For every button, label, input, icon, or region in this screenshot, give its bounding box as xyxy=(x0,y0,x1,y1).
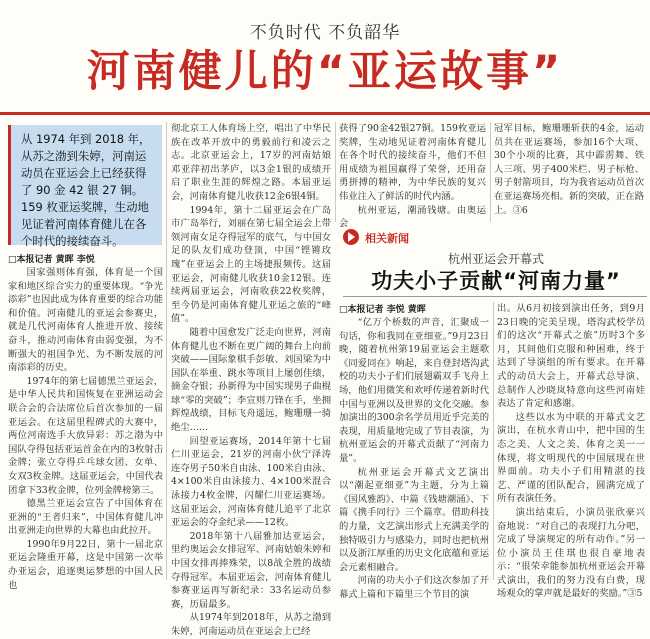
paragraph: 1974年的第七届德黑兰亚运会，是中华人民共和国恢复在亚洲运动会联合会的合法席位后首次参加的一届亚运会。在这届里程碑式的大赛中，两位河南选手大放异彩：苏之渤为中国队夺得包括亚运首金在内的3枚射击金牌；张立夺得乒乓球女团、女单、女双3枚金牌。这届亚运会，中国代表团拿下33枚金牌，位列金牌榜第三。 xyxy=(8,375,163,496)
main-article-col4 xyxy=(494,122,644,222)
paragraph: 演出结束后，小演员张欣豪兴奋地说：“对自己的表现打九分吧，完成了导演规定的所有动作。”另一位小演员王佳琪也很自豪地表示：“很荣幸能参加杭州亚运会开幕式演出，我们的努力没有白费，现场观众的掌声就是最好的奖励。”③5 xyxy=(497,506,645,600)
column-divider xyxy=(166,122,167,580)
page-headline: 河南健儿的“亚运故事” xyxy=(86,47,564,97)
paragraph: 出。从6月初接到演出任务，到9月23日晚的完美呈现，塔沟武校学员们的这次“开幕式之旅”历时3个多月，其间他们克服和种困难，终于达到了导演组的所有要求。在开幕式的动员大会上，开幕式总导演、总制作人沙晓岚特意向这些河南娃表达了肯定和感谢。 xyxy=(497,303,645,410)
paragraph: 彻北京工人体育场上空，唱出了中华民族在改革开放中的勇毅前行和凌云之志。北京亚运会上，17岁的河南姑娘邓亚萍初出茅庐，以3金1银的成绩开启了职业生涯的辉煌之路。本届亚运会，河南体育健儿收获12金6银4铜。 xyxy=(171,123,331,202)
paragraph: 德黑兰亚运会宣告了中国体育在亚洲的“王者归来”，中国体育健儿冲出亚洲走向世界的大幕也由此拉开。 xyxy=(8,498,163,537)
main-article-col1 xyxy=(8,266,163,591)
paragraph: 河南的功夫小子们这次参加了开幕式上篇和下篇里三个节目的演 xyxy=(339,575,489,600)
related-byline: □本报记者 李悦 黄晖 xyxy=(339,305,426,315)
play-arrow-icon xyxy=(343,229,359,245)
paragraph: 2018年第十八届雅加达亚运会，里约奥运会女排冠军、河南姑娘朱婷和中国女排再捧殊荣，以8战全胜的战绩夺得冠军。本届亚运会，河南体育健儿参赛亚运再写新纪录：33名运动员参赛，历届最多。 xyxy=(171,530,331,610)
intro-box: 从 1974 年到 2018 年，从苏之渤到朱婷，河南运动员在亚运会上已经获得了 90 金 42 银 27 铜。159 枚亚运奖牌，生动地见证着河南体育健儿在各个时代的接续奋斗。 xyxy=(8,125,162,245)
related-col1 xyxy=(339,316,489,600)
paragraph: 杭州亚运会开幕式文艺演出以“潮起亚细亚”为主题，分为上篇《国风雅韵》、中篇《钱塘潮涌》、下篇《携手同行》三个篇章。借助科技的力量，文艺演出形式上充满美学的独特吸引力与感染力，同时也把杭州以及浙江厚重的历史文化底蕴和亚运会元素相融合。 xyxy=(339,466,489,573)
related-news-label: 相关新闻 xyxy=(365,232,409,245)
related-kicker: 杭州亚运会开幕式 xyxy=(447,252,544,266)
related-news-tag xyxy=(343,229,433,247)
paragraph: 这些以水为中联的开幕式文艺演出，在杭水青山中，把中国的生态之美、人文之美、体育之美一一体现，将文明现代的中国展现在世界面前。功夫小子们用精湛的技艺、严谨的团队配合，圆满完成了所有表演任务。 xyxy=(497,411,645,505)
paragraph: 国家强则体育强，体育是一个国家和地区综合实力的重要体现。“争光添彩”也因此成为体育重要的综合功能和价值。河南健儿的亚运会参赛史，就是几代河南体育人推进开放、接续奋斗，推动河南体育由弱变强，为不断强大的祖国争光、为不断发展的河南添彩的历史。 xyxy=(8,267,163,374)
paragraph: “亿万个桥数的声音，汇聚成一句话，你和我同在亚细亚。”9月23日晚，随着杭州第19届亚运会主题歌《同爱同在》响起，来自登封塔沟武校的功夫小子们们展翅霸双手飞舟上场，他们用微笑和欢呼传递着新时代中国与亚洲以及世界的文化交融。参加演出的300余名学员用近乎完美的表现，用质量地完成了节目表演，为杭州亚运会的开幕式贡献了“河南力量”。 xyxy=(339,317,489,464)
main-article-col2 xyxy=(171,122,331,637)
related-col2 xyxy=(497,302,645,600)
column-divider xyxy=(490,122,491,222)
paragraph: 1990年9月22日，第十一届北京亚运会隆重开幕，这是中国第一次举办亚运会，追逐奥运梦想的中国人民也 xyxy=(8,538,163,591)
main-byline: □本报记者 黄晖 李悦 xyxy=(8,255,95,265)
paragraph: 冠军目标，鲍珊珊斩获的4金，运动员共在亚运赛场，参加16个大项、30个小项的比赛，其中霹雳舞、铁人三项、男子400米栏、男子标枪、男子射箭项目，均为我省运动员首次在亚运赛场亮相。新的突破，正在路上。③6 xyxy=(494,123,644,216)
related-headline: 功夫小子贡献“河南力量” xyxy=(371,269,621,293)
main-article-col3 xyxy=(339,122,486,230)
paragraph: 从1974年到2018年，从苏之渤到朱婷，河南运动员在亚运会上已经 xyxy=(171,612,331,637)
headline-kicker: 不负时代 不负韶华 xyxy=(249,23,401,43)
related-rule xyxy=(343,296,647,297)
paragraph: 回望亚运赛场，2014年第十七届仁川亚运会，21岁的河南小伙宁泽涛连夺男子50米自由泳、100米自由泳、4×100米自由泳接力、4×100米混合泳接力4枚金牌，闪耀仁川亚运赛场。这届亚运会，河南体育健儿追平了北京亚运会的夺金纪录——12枚。 xyxy=(171,435,331,529)
paragraph: 随着中国愈发广泛走向世界，河南体育健儿也不断在更广阔的舞台上向前突破——国际象棋手彭敏、刘国梁为中国队在举重、跳水等项目上屡创佳绩，摘金夺银；孙新得为中国实现男子曲棍球“零的突破”；李宣则刀锋在手，坐拥辉煌战绩，目标飞舟遥远，鲍珊珊一骑绝尘…… xyxy=(171,326,331,434)
paragraph: 杭州亚运，潮涌钱塘。由奥运会 xyxy=(339,204,486,230)
column-divider xyxy=(493,302,494,580)
column-divider xyxy=(335,122,336,222)
paragraph: 1994年，第十二届亚运会在广岛市广岛举行，刘丽在第七届全运会上带领河南女足夺得冠军的底气，与中国女足的队友们成功登顶，中国“铿锵玫瑰”在亚运会上的主场捷报频传。这届亚运会，河南健儿收获10金12银。连续两届亚运会，河南收获22枚奖牌，至今仍是河南体育健儿亚运之旅的“峰值”。 xyxy=(171,204,331,325)
headline-rule xyxy=(0,112,650,115)
paragraph: 获得了90金42银27铜。159枚亚运奖牌，生动地见证着河南体育健儿在各个时代的接续奋斗，他们不但用成绩为祖国赢得了荣誉，还用奋勇拼搏的精神，为中华民族的复兴伟业注入了鲜活的时代内涵。 xyxy=(339,123,486,202)
